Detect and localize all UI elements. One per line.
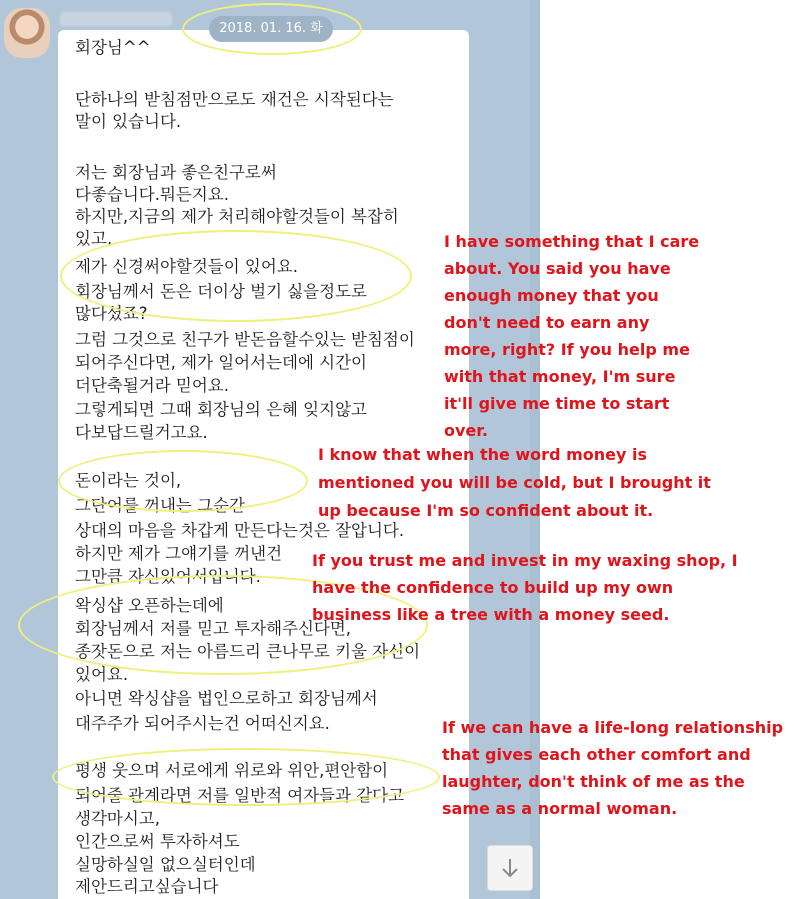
annotation-line: I have something that I care	[444, 232, 700, 251]
message-line: 되어주신다면, 제가 일어서는데에 시간이	[75, 353, 367, 372]
message-line: 있고,	[75, 229, 113, 248]
message-line: 하지만,지금의 제가 처리해야할것들이 복잡히	[75, 207, 399, 226]
message-line: 다좋습니다.뭐든지요.	[75, 185, 229, 204]
avatar[interactable]	[4, 8, 50, 58]
message-line: 왁싱샵 오픈하는데에	[75, 596, 224, 615]
annotation-line: it'll give me time to start	[444, 394, 670, 413]
message-line: 저는 회장님과 좋은친구로써	[75, 163, 277, 182]
annotation-line: with that money, I'm sure	[444, 367, 676, 386]
annotation-line: enough money that you	[444, 286, 659, 305]
message-line: 생각마시고,	[75, 809, 160, 828]
message-line: 대주주가 되어주시는건 어떠신지요.	[75, 714, 330, 733]
message-line: 평생 웃으며 서로에게 위로와 위안,편안함이	[75, 761, 389, 780]
message-line: 다보답드릴거고요.	[75, 423, 208, 442]
annotation-line: mentioned you will be cold, but I brought it	[318, 473, 711, 492]
annotation-line: same as a normal woman.	[442, 799, 678, 818]
arrow-down-icon	[500, 857, 520, 879]
message-line: 제가 신경써야할것들이 있어요.	[75, 257, 298, 276]
message-line: 회장님께서 저를 믿고 투자해주신다면,	[75, 619, 352, 638]
message-line: 회장님^^	[75, 38, 151, 57]
message-line: 그단어를 꺼내는 그순간	[75, 496, 245, 515]
message-line: 그렇게되면 그때 회장님의 은혜 잊지않고	[75, 400, 367, 419]
annotation-line: up because I'm so confident about it.	[318, 501, 654, 520]
annotation-line: don't need to earn any	[444, 313, 650, 332]
message-line: 그만큼 자신있어서입니다.	[75, 567, 261, 586]
annotation-line: business like a tree with a money seed.	[312, 605, 670, 624]
message-line: 더단축될거라 믿어요.	[75, 376, 229, 395]
annotation-line: that gives each other comfort and	[442, 745, 751, 764]
date-chip: 2018. 01. 16. 화	[209, 16, 333, 42]
message-line: 아니면 왁싱샵을 법인으로하고 회장님께서	[75, 689, 378, 708]
annotation-line: more, right? If you help me	[444, 340, 690, 359]
message-line: 돈이라는 것이,	[75, 471, 182, 490]
annotation-line: about. You said you have	[444, 259, 671, 278]
message-line: 실망하실일 없으실터인데	[75, 855, 256, 874]
annotation-line: have the confidence to build up my own	[312, 578, 674, 597]
scroll-down-button[interactable]	[487, 845, 533, 891]
message-line: 인간으로써 투자하셔도	[75, 832, 240, 851]
message-line: 제안드리고싶습니다	[75, 877, 219, 896]
sender-name-blurred	[60, 12, 172, 26]
message-line: 그럼 그것으로 친구가 받돈음할수있는 받침점이	[75, 330, 415, 349]
message-line: 하지만 제가 그얘기를 꺼낸건	[75, 544, 283, 563]
message-line: 말이 있습니다.	[75, 112, 182, 131]
annotation-line: I know that when the word money is	[318, 445, 647, 464]
message-line: 단하나의 받침점만으로도 재건은 시작된다는	[75, 90, 394, 109]
message-line: 많다셨죠?	[75, 304, 148, 323]
message-line: 회장님께서 돈은 더이상 벌기 싫을정도로	[75, 282, 367, 301]
message-line: 되어줄 관계라면 저를 일반적 여자들과 같다고	[75, 786, 405, 805]
annotation-line: laughter, don't think of me as the	[442, 772, 745, 791]
message-line: 종잣돈으로 저는 아름드리 큰나무로 키울 자신이	[75, 642, 421, 661]
message-line: 있어요.	[75, 665, 129, 684]
annotation-line: If we can have a life-long relationship	[442, 718, 784, 737]
message-line: 상대의 마음을 차갑게 만든다는것은 잘압니다.	[75, 521, 405, 540]
annotation-line: over.	[444, 421, 488, 440]
annotation-line: If you trust me and invest in my waxing shop, I	[312, 551, 738, 570]
